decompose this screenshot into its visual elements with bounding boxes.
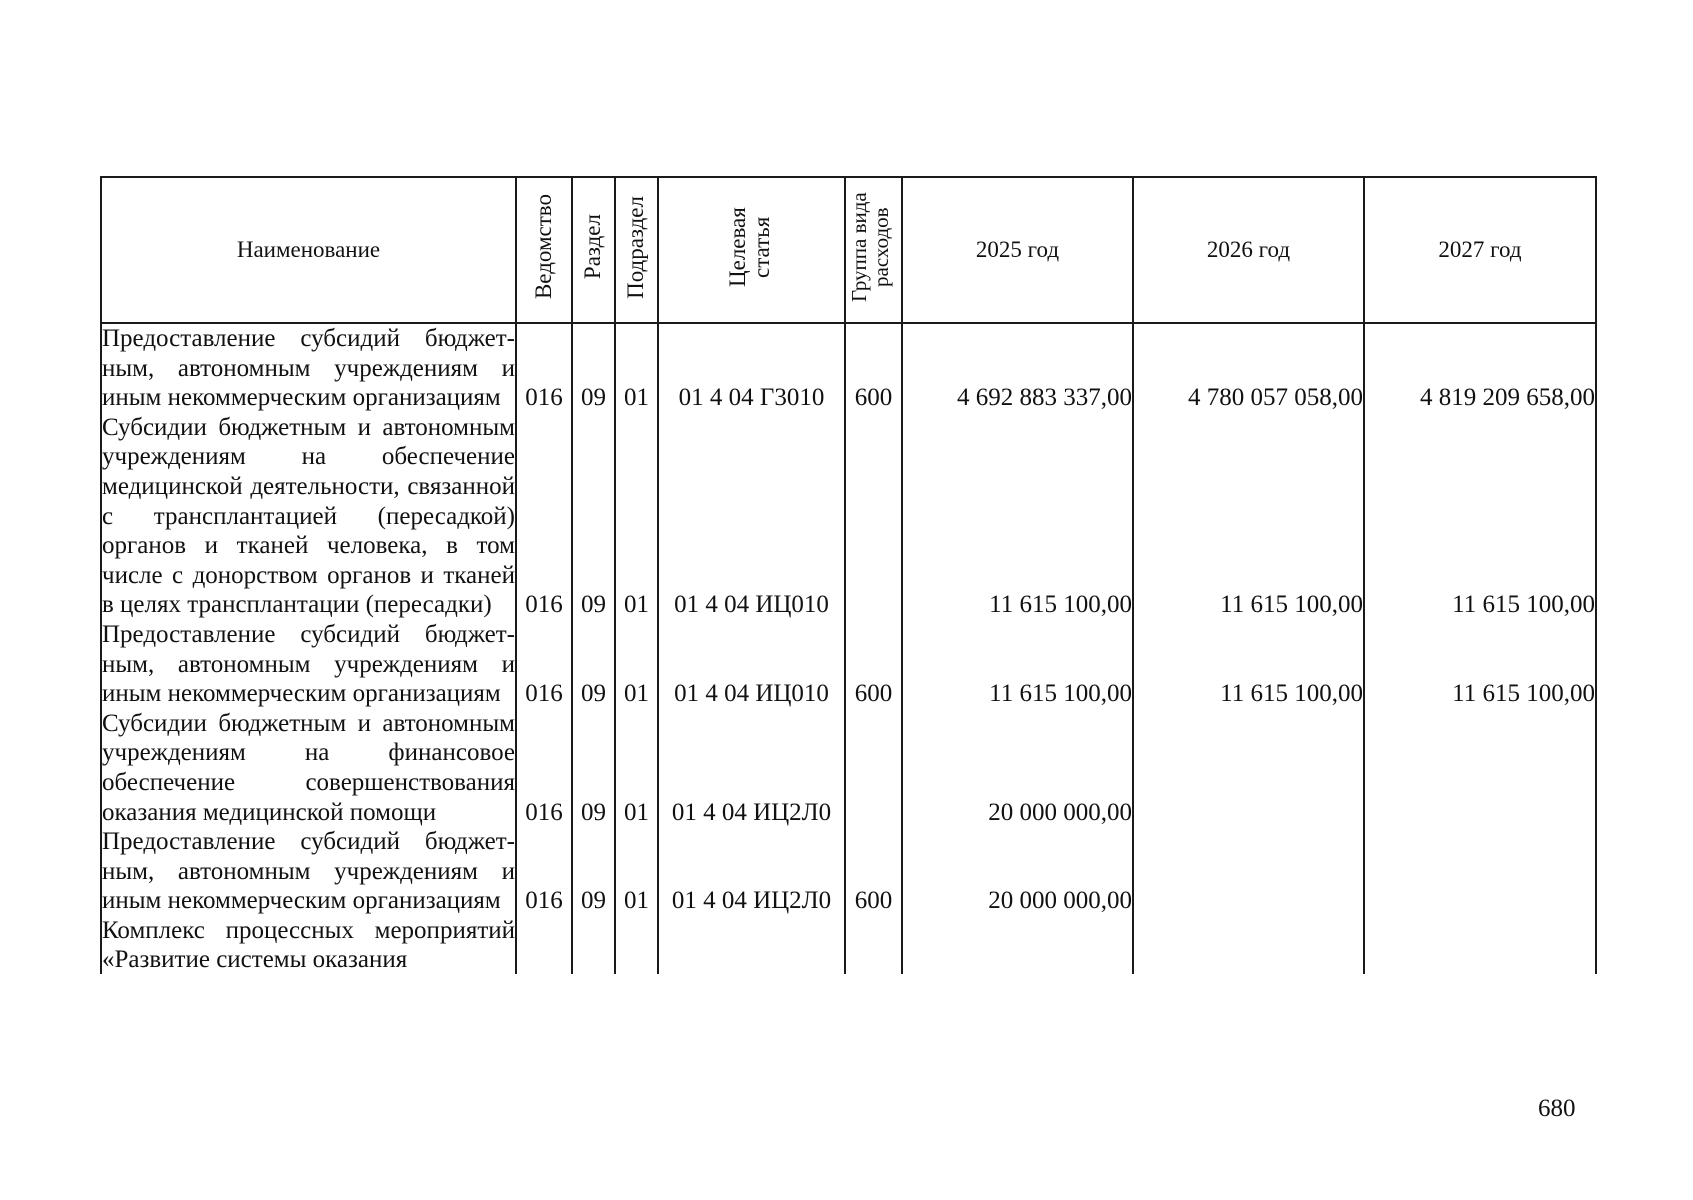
row-subsection: 01: [615, 709, 658, 827]
row-amount-2025: 11 615 100,00: [902, 413, 1133, 620]
header-target-article: Целевая статья: [658, 177, 845, 323]
row-amount-2025: 4 692 883 337,00: [902, 323, 1133, 413]
row-name-text: Комплекс процессных мероприятий «Развитие системы оказания: [102, 916, 515, 974]
row-amount-2027: [1364, 709, 1596, 827]
table-row: [101, 323, 1596, 413]
table-row: [101, 413, 1596, 620]
row-dept: 016: [516, 323, 572, 413]
row-name: Предоставление субсидий бюджетным, автономным учреждениям и иным некоммерческим организациям: [102, 620, 515, 708]
row-subsection: 01: [615, 620, 658, 709]
table-row: [101, 916, 1596, 974]
row-target-article: [658, 916, 845, 974]
row-name: Предоставление субсидий бюджетным, автономным учреждениям и иным некоммерческим организациям: [102, 325, 515, 412]
row-name: [101, 916, 516, 974]
budget-table: [100, 176, 1597, 974]
header-section: Раздел: [572, 177, 615, 323]
row-name: Субсидии бюджетным и автономным учреждениям на обеспечение медицинской деятельности, связанной с трансплантацией (пересадкой) органов и тканей человека, в том числе с донорством органов и тканей в целях трансплантации (пересадки): [102, 413, 515, 619]
row-dept: 016: [516, 620, 572, 709]
row-expense-group: [845, 709, 902, 827]
header-expense-group: Группа вида расходов: [845, 177, 902, 323]
row-name: Предоставление субсидий бюджетным, автономным учреждениям и иным некоммерческим организациям: [102, 828, 515, 915]
header-name: Наименование: [101, 177, 516, 323]
row-subsection: [615, 916, 658, 974]
row-section: 09: [572, 620, 615, 709]
row-amount-2026: [1133, 916, 1364, 974]
row-target-article: 01 4 04 ИЦ2Л0: [658, 827, 845, 916]
row-amount-2026: 4 780 057 058,00: [1133, 323, 1364, 413]
header-year-2027: 2027 год: [1364, 177, 1596, 323]
row-amount-2026: [1133, 709, 1364, 827]
header-year-2026: 2026 год: [1133, 177, 1364, 323]
row-subsection: 01: [615, 827, 658, 916]
row-amount-2026: 11 615 100,00: [1133, 413, 1364, 620]
row-section: 09: [572, 323, 615, 413]
row-amount-2025: 11 615 100,00: [902, 620, 1133, 709]
table-row: [101, 827, 1596, 916]
row-amount-2025: [902, 916, 1133, 974]
row-expense-group: [845, 413, 902, 620]
row-amount-2026: 11 615 100,00: [1133, 620, 1364, 709]
row-expense-group: 600: [845, 323, 902, 413]
row-section: [572, 916, 615, 974]
page-number: 680: [1538, 1095, 1576, 1122]
row-target-article: 01 4 04 Г3010: [658, 323, 845, 413]
row-amount-2025: 20 000 000,00: [902, 827, 1133, 916]
row-expense-group: [845, 916, 902, 974]
row-amount-2025: 20 000 000,00: [902, 709, 1133, 827]
table-row: [101, 620, 1596, 709]
row-dept: [516, 916, 572, 974]
row-amount-2027: [1364, 916, 1596, 974]
row-expense-group: 600: [845, 620, 902, 709]
row-section: 09: [572, 827, 615, 916]
row-subsection: 01: [615, 323, 658, 413]
row-amount-2027: 4 819 209 658,00: [1364, 323, 1596, 413]
row-target-article: 01 4 04 ИЦ010: [658, 413, 845, 620]
header-subsection: Подраздел: [615, 177, 658, 323]
row-amount-2027: 11 615 100,00: [1364, 413, 1596, 620]
row-dept: 016: [516, 413, 572, 620]
header-dept: Ведомство: [516, 177, 572, 323]
table-row: [101, 709, 1596, 827]
row-section: 09: [572, 413, 615, 620]
header-year-2025: 2025 год: [902, 177, 1133, 323]
row-dept: 016: [516, 709, 572, 827]
row-target-article: 01 4 04 ИЦ010: [658, 620, 845, 709]
row-amount-2027: [1364, 827, 1596, 916]
row-amount-2027: 11 615 100,00: [1364, 620, 1596, 709]
header-row: [101, 177, 1596, 323]
row-name: Субсидии бюджетным и автономным учреждениям на финансовое обеспечение совершенствования оказания медицинской помощи: [102, 709, 515, 826]
row-target-article: 01 4 04 ИЦ2Л0: [658, 709, 845, 827]
row-amount-2026: [1133, 827, 1364, 916]
row-section: 09: [572, 709, 615, 827]
row-dept: 016: [516, 827, 572, 916]
row-subsection: 01: [615, 413, 658, 620]
row-expense-group: 600: [845, 827, 902, 916]
